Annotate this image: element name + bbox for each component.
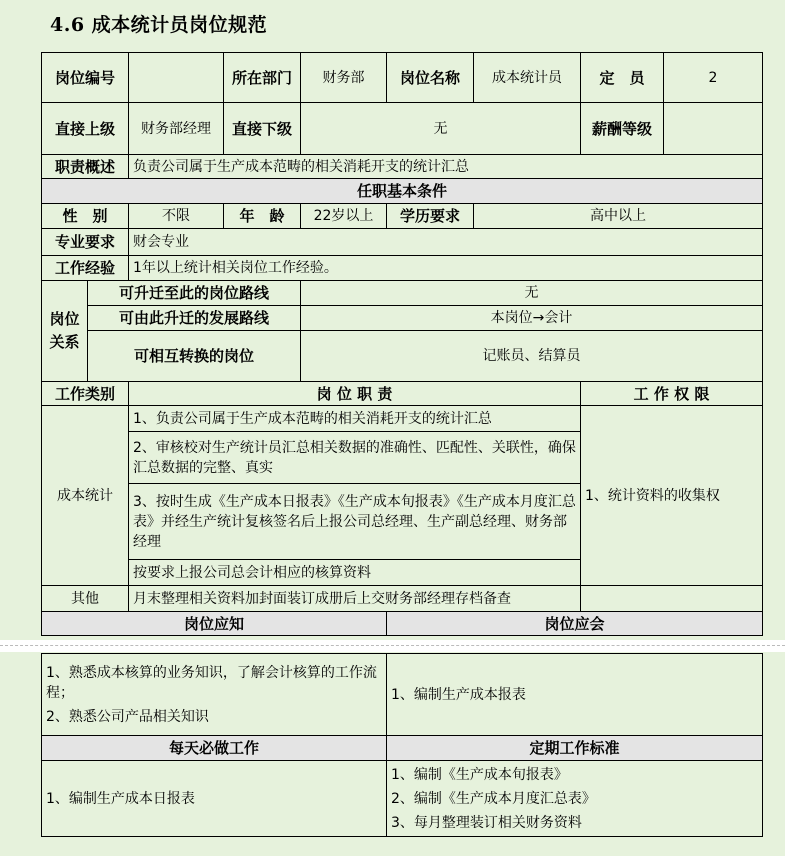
major-label: 专业要求 [42, 229, 129, 256]
dept-value: 财务部 [301, 53, 387, 103]
power-value: 1、统计资料的收集权 [581, 406, 763, 586]
job-spec-table-continued [41, 653, 763, 837]
know-item: 2、熟悉公司产品相关知识 [46, 708, 209, 725]
up-route-value: 无 [301, 281, 763, 306]
duty-item: 按要求上报公司总会计相应的核算资料 [129, 560, 581, 586]
promote-route-label: 可由此升迁的发展路线 [88, 306, 301, 331]
summary-label: 职责概述 [42, 155, 129, 179]
can-header: 岗位应会 [387, 612, 763, 636]
work-type-header: 工作类别 [42, 382, 129, 406]
quota-value: 2 [664, 53, 763, 103]
regular-item: 1、编制《生产成本旬报表》 [391, 766, 568, 783]
daily-item: 1、编制生产成本日报表 [46, 790, 195, 807]
duty-item: 2、审核校对生产统计员汇总相关数据的准确性、匹配性、关联性，确保汇总数据的完整、真实 [129, 432, 581, 484]
other-value: 月末整理相关资料加封面装订成册后上交财务部经理存档备查 [129, 586, 581, 612]
other-power-empty [581, 586, 763, 612]
other-label: 其他 [42, 586, 129, 612]
quota-label: 定 员 [581, 53, 664, 103]
know-item: 1、熟悉成本核算的业务知识，了解会计核算的工作流程； [46, 664, 377, 701]
power-header: 工 作 权 限 [581, 382, 763, 406]
summary-value: 负责公司属于生产成本范畴的相关消耗开支的统计汇总 [129, 155, 763, 179]
page-title: 4.6 成本统计员岗位规范 [50, 14, 268, 36]
know-header: 岗位应知 [42, 612, 387, 636]
post-name-value: 成本统计员 [474, 53, 581, 103]
up-route-label: 可升迁至此的岗位路线 [88, 281, 301, 306]
swap-post-value: 记账员、结算员 [301, 331, 763, 382]
superior-label: 直接上级 [42, 103, 129, 155]
post-name-label: 岗位名称 [387, 53, 474, 103]
promote-route-value: 本岗位→会计 [301, 306, 763, 331]
page-break [0, 640, 785, 652]
post-no-label: 岗位编号 [42, 53, 129, 103]
edu-value: 高中以上 [474, 204, 763, 229]
exp-value: 1年以上统计相关岗位工作经验。 [129, 256, 763, 281]
dept-label: 所在部门 [224, 53, 301, 103]
superior-value: 财务部经理 [129, 103, 224, 155]
job-spec-table [41, 52, 763, 636]
post-no-value [129, 53, 224, 103]
edu-label: 学历要求 [387, 204, 474, 229]
major-value: 财会专业 [129, 229, 763, 256]
can-item: 1、编制生产成本报表 [391, 686, 526, 703]
daily-content [42, 761, 387, 837]
regular-item: 3、每月整理装订相关财务资料 [391, 814, 582, 831]
duty-item: 1、负责公司属于生产成本范畴的相关消耗开支的统计汇总 [129, 406, 581, 432]
age-value: 22岁以上 [301, 204, 387, 229]
duty-item: 3、按时生成《生产成本日报表》《生产成本旬报表》《生产成本月度汇总表》并经生产统计复核签名后上报公司总经理、生产副总经理、财务部经理 [129, 484, 581, 560]
gender-value: 不限 [129, 204, 224, 229]
exp-label: 工作经验 [42, 256, 129, 281]
subordinate-label: 直接下级 [224, 103, 301, 155]
age-label: 年 龄 [224, 204, 301, 229]
swap-post-label: 可相互转换的岗位 [88, 331, 301, 382]
salary-value [664, 103, 763, 155]
subordinate-value: 无 [301, 103, 581, 155]
salary-label: 薪酬等级 [581, 103, 664, 155]
duty-header: 岗 位 职 责 [129, 382, 581, 406]
page-break-line [0, 645, 785, 646]
can-content [387, 654, 763, 736]
regular-item: 2、编制《生产成本月度汇总表》 [391, 790, 596, 807]
regular-header: 定期工作标准 [387, 736, 763, 761]
duty-category: 成本统计 [42, 406, 129, 586]
know-content [42, 654, 387, 736]
daily-header: 每天必做工作 [42, 736, 387, 761]
basic-section-header: 任职基本条件 [42, 179, 763, 204]
regular-content [387, 761, 763, 837]
gender-label: 性 别 [42, 204, 129, 229]
relation-label: 岗位关系 [42, 281, 88, 382]
